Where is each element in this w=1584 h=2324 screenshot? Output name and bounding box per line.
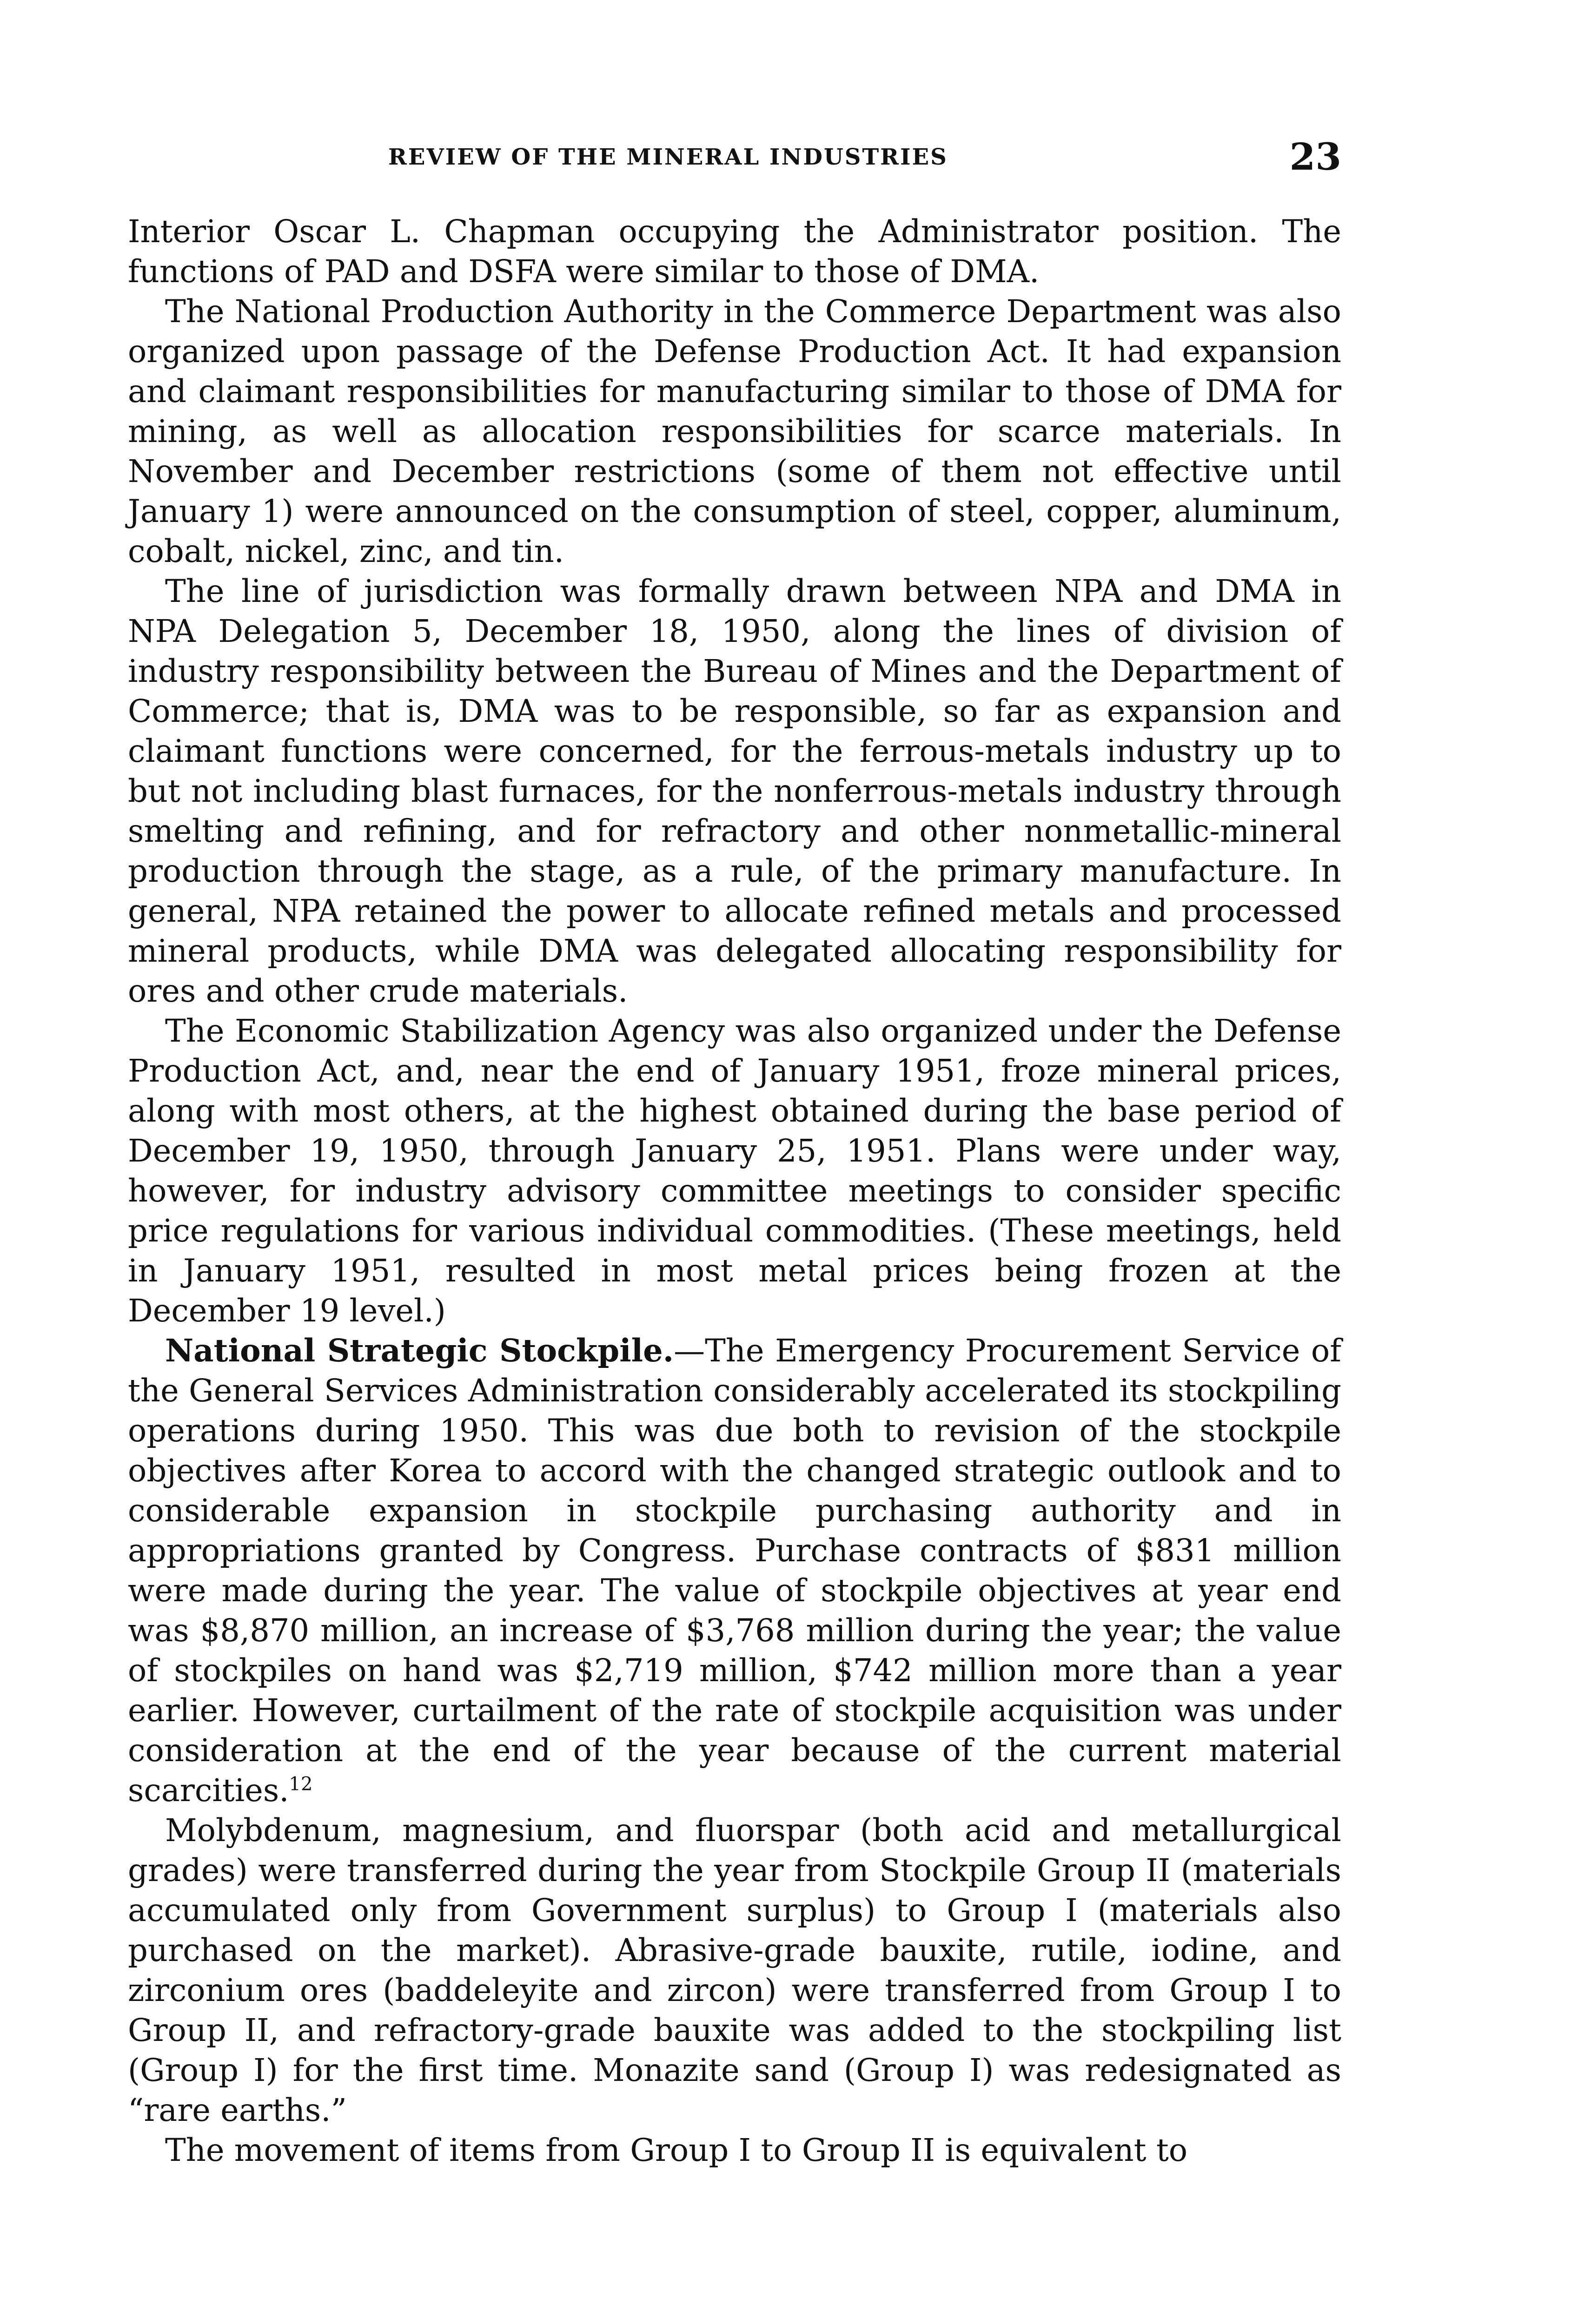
paragraph-jurisdiction: The line of jurisdiction was formally drawn between NPA and DMA in NPA Delegation 5, December 18, 1950, along the lines of division of industry responsibility between the Bureau of Mines and the Department of Commerce; that is, DMA was to be responsible, so far as expansion and claimant functions were concerned, for the ferrous-metals industry up to but not including blast furnaces, for the nonferrous-metals industry through smelting and refining, and for refractory and other nonmetallic-mineral production through the stage, as a rule, of the primary manufacture. In general, NPA retained the power to allocate refined metals and processed mineral products, while DMA was delegated allocating responsibility for ores and other crude materials.	[128, 573, 1341, 1009]
footnote-reference[interactable]: 12	[289, 1773, 313, 1795]
paragraph-esa: The Economic Stabilization Agency was also organized under the Defense Production Act, and, near the end of January 1951, froze mineral prices, along with most others, at the highest obtained during the base period of December 19, 1950, through January 25, 1951. Plans were under way, however, for industry advisory committee meetings to consider specific price regulations for various individual commodities. (These meetings, held in January 1951, resulted in most metal prices being frozen at the December 19 level.)	[128, 1013, 1341, 1329]
running-head	[128, 135, 1341, 186]
paragraph-continued: Interior Oscar L. Chapman occupying the Administrator position. The functions of PAD and DSFA were similar to those of DMA.	[128, 213, 1341, 290]
page-number: 23	[1289, 135, 1341, 178]
body-text	[128, 211, 1341, 2170]
stockpile-text: —The Emergency Procurement Service of the General Services Administration considerably accelerated its stockpiling operations during 1950. This was due both to revision of the stockpile objectives after Korea to accord with the changed strategic outlook and to considerable expansion in stockpile purchasing authority and in appropriations granted by Congress. Purchase contracts of $831 million were made during the year. The value of stockpile objectives at year end was $8,870 million, an increase of $3,768 million during the year; the value of stockpiles on hand was $2,719 million, $742 million more than a year earlier. However, curtailment of the rate of stockpile acquisition was under consideration at the end of the year because of the current material scarcities.	[128, 1333, 1341, 1809]
paragraph-npa: The National Production Authority in the Commerce Department was also organized upon passage of the Defense Production Act. It had expansion and claimant responsibilities for manufacturing similar to those of DMA for mining, as well as allocation responsibilities for scarce materials. In November and December restrictions (some of them not effective until January 1) were announced on the consumption of steel, copper, aluminum, cobalt, nickel, zinc, and tin.	[128, 293, 1341, 569]
running-title: REVIEW OF THE MINERAL INDUSTRIES	[388, 144, 948, 170]
paragraph-stockpile	[128, 1331, 1341, 1810]
paragraph-groups: Molybdenum, magnesium, and fluorspar (both acid and metallurgical grades) were transferred during the year from Stockpile Group II (materials accumulated only from Government surplus) to Group I (materials also purchased on the market). Abrasive-grade bauxite, rutile, iodine, and zirconium ores (baddeleyite and zircon) were transferred from Group I to Group II, and refractory-grade bauxite was added to the stockpiling list (Group I) for the first time. Monazite sand (Group I) was redesignated as “rare earths.”	[128, 1812, 1341, 2128]
paragraph-movement: The movement of items from Group I to Group II is equivalent to	[165, 2132, 1188, 2168]
section-heading-stockpile: National Strategic Stockpile.	[165, 1332, 674, 1369]
